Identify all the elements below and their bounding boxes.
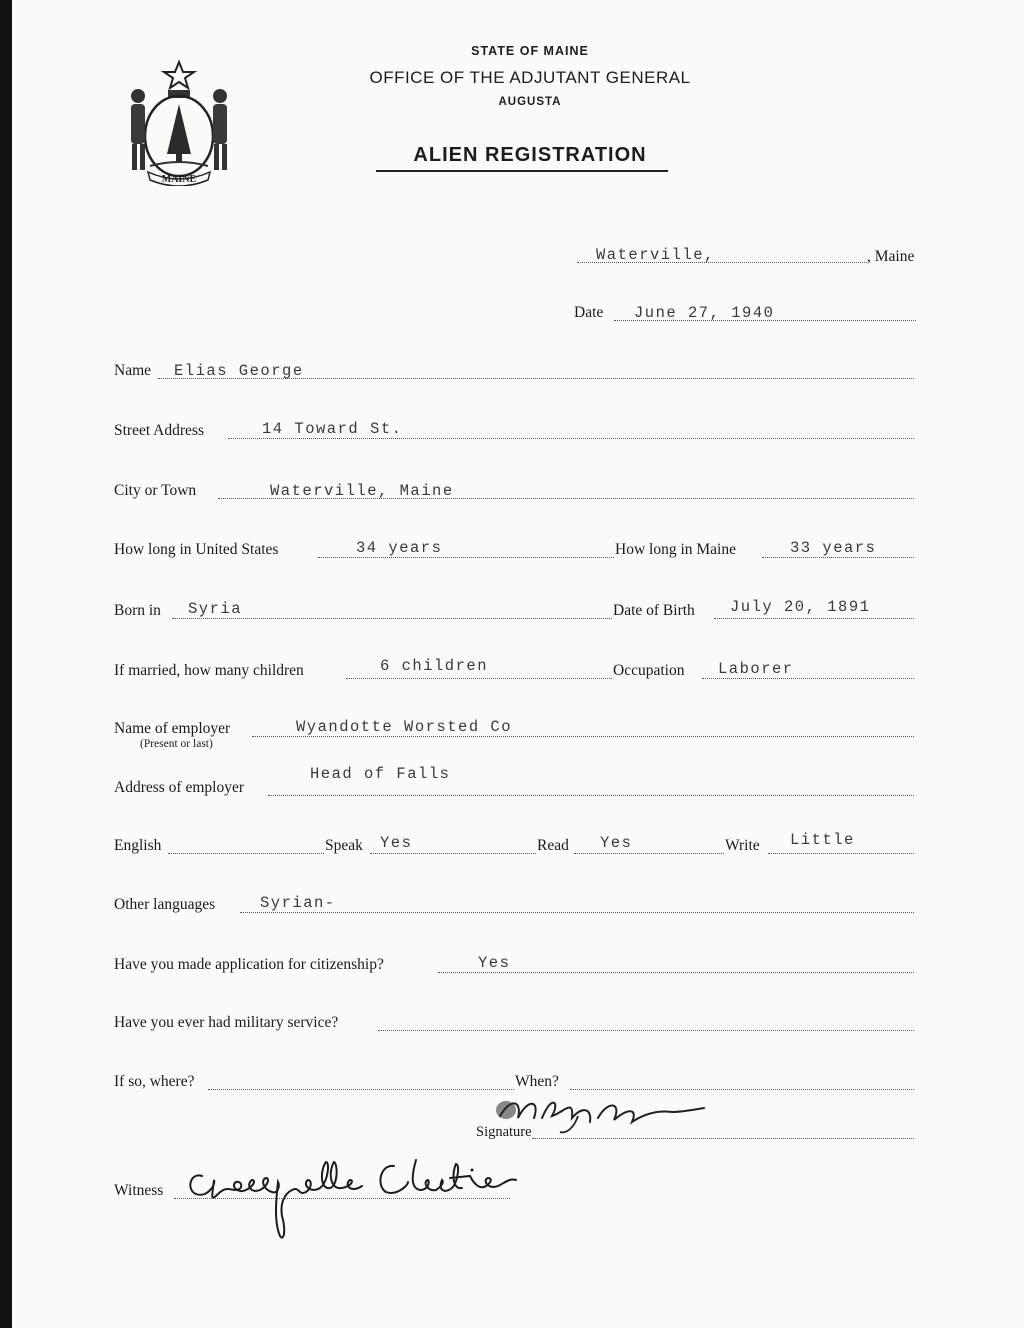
write-value: Little xyxy=(790,831,855,849)
signature-label: Signature xyxy=(476,1124,532,1140)
citizenship-dotted-line xyxy=(438,972,914,973)
city-heading: AUGUSTA xyxy=(498,96,562,108)
street-label: Street Address xyxy=(114,422,204,439)
employer-address-dotted-line xyxy=(268,795,914,796)
dob-value: July 20, 1891 xyxy=(730,598,871,616)
born-label: Born in xyxy=(114,602,161,619)
occupation-value: Laborer xyxy=(718,660,794,678)
children-dotted-line xyxy=(346,678,612,679)
read-dotted-line xyxy=(574,853,724,854)
read-label: Read xyxy=(537,837,569,854)
name-value: Elias George xyxy=(174,362,304,380)
citizenship-value: Yes xyxy=(478,954,511,972)
where-label: If so, where? xyxy=(114,1073,195,1090)
state-of-maine-seal-icon xyxy=(120,58,238,186)
city-value: Waterville, Maine xyxy=(270,482,454,500)
other-languages-label: Other languages xyxy=(114,896,216,913)
military-dotted-line xyxy=(378,1030,914,1031)
us-years-dotted-line xyxy=(318,557,614,558)
date-label: Date xyxy=(574,304,604,321)
street-value: 14 Toward St. xyxy=(262,420,403,438)
where-dotted-line xyxy=(208,1089,514,1090)
maine-years-label: How long in Maine xyxy=(615,541,736,558)
employer-value: Wyandotte Worsted Co xyxy=(296,718,513,736)
occupation-dotted-line xyxy=(702,678,914,679)
applicant-signature-icon xyxy=(482,1088,712,1144)
children-value: 6 children xyxy=(380,657,489,675)
employer-label: Name of employer xyxy=(114,720,231,737)
other-languages-value: Syrian- xyxy=(260,894,336,912)
speak-value: Yes xyxy=(380,834,413,852)
dob-dotted-line xyxy=(714,618,914,619)
maine-years-dotted-line xyxy=(762,557,914,558)
us-years-label: How long in United States xyxy=(114,541,279,558)
registration-form-page xyxy=(12,0,1024,1328)
state-heading: STATE OF MAINE xyxy=(471,44,589,58)
title-underline xyxy=(376,170,668,172)
children-label: If married, how many children xyxy=(114,662,304,679)
employer-sublabel: (Present or last) xyxy=(140,738,213,750)
english-dotted-line xyxy=(168,853,324,854)
when-label: When? xyxy=(515,1073,559,1090)
born-dotted-line xyxy=(172,618,612,619)
employer-dotted-line xyxy=(252,736,914,737)
date-value: June 27, 1940 xyxy=(634,304,775,322)
us-years-value: 34 years xyxy=(356,539,443,557)
office-heading: OFFICE OF THE ADJUTANT GENERAL xyxy=(369,68,691,87)
street-dotted-line xyxy=(228,438,914,439)
speak-dotted-line xyxy=(370,853,536,854)
english-label: English xyxy=(114,837,162,854)
employer-address-value: Head of Falls xyxy=(310,765,451,783)
read-value: Yes xyxy=(600,834,633,852)
name-label: Name xyxy=(114,362,152,379)
witness-label: Witness xyxy=(114,1182,164,1199)
speak-label: Speak xyxy=(325,837,363,854)
write-dotted-line xyxy=(768,853,914,854)
witness-signature-icon xyxy=(180,1150,520,1250)
city-label: City or Town xyxy=(114,482,197,499)
citizenship-label: Have you made application for citizenship? xyxy=(114,956,384,973)
seal-banner-text: MAINE xyxy=(161,174,197,185)
other-languages-dotted-line xyxy=(240,912,914,913)
occupation-label: Occupation xyxy=(613,662,685,679)
military-label: Have you ever had military service? xyxy=(114,1014,339,1031)
maine-years-value: 33 years xyxy=(790,539,877,557)
born-value: Syria xyxy=(188,600,243,618)
dob-label: Date of Birth xyxy=(613,602,695,619)
write-label: Write xyxy=(725,837,760,854)
place-suffix: , Maine xyxy=(867,248,915,265)
employer-address-label: Address of employer xyxy=(114,779,244,796)
place-value: Waterville, xyxy=(596,246,715,264)
form-title: ALIEN REGISTRATION xyxy=(413,144,647,166)
